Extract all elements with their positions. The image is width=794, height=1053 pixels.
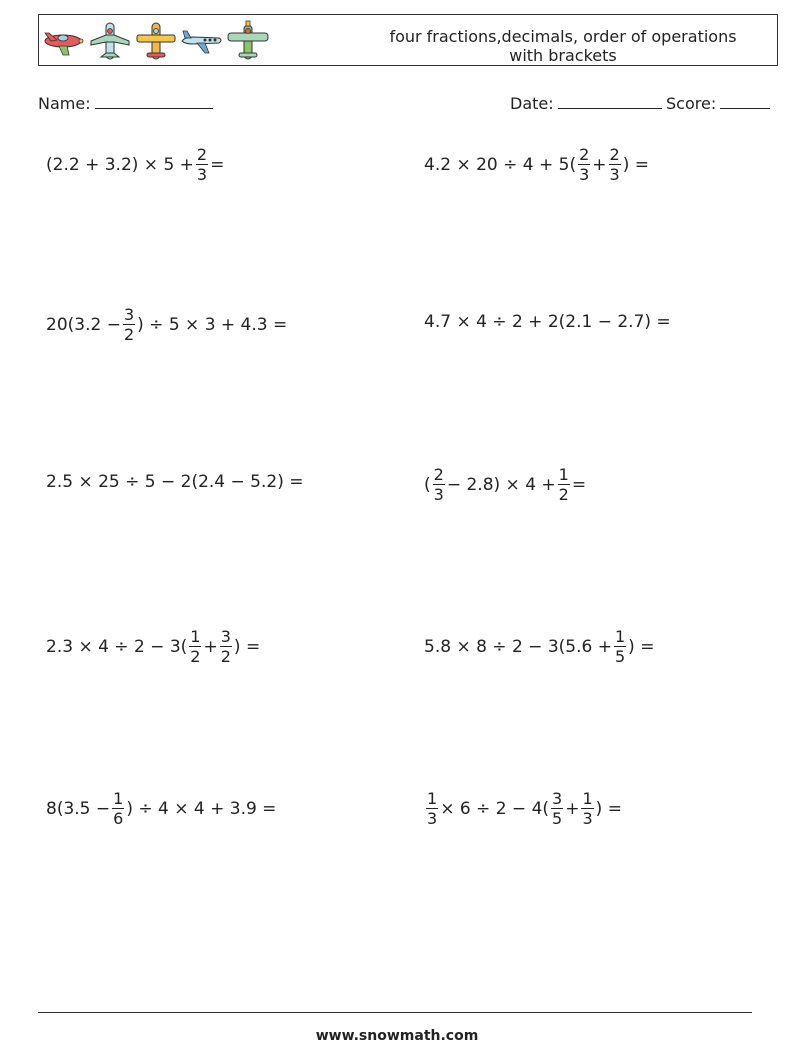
problem-text: ) = [622,154,649,175]
problem-text: 5.8 × 8 ÷ 2 − 3(5.6 + [424,636,612,657]
worksheet-title [363,27,763,65]
numerator: 1 [558,465,569,484]
problem-text: ) ÷ 5 × 3 + 4.3 = [137,314,288,335]
problem-text: − 2.8) × 4 + [446,474,556,495]
denominator: 3 [427,809,438,828]
numerator: 2 [433,465,444,484]
problem-text: 8(3.5 − [46,798,111,819]
fraction [112,790,124,827]
fraction [581,790,593,827]
score-field [666,93,770,113]
problem-text: + [592,154,607,175]
problem-6 [424,466,586,503]
numerator: 3 [220,627,231,646]
footer-divider [38,1012,752,1013]
fraction [220,628,232,665]
denominator: 2 [558,485,569,504]
problem-text: + [565,798,580,819]
problem-text: 20(3.2 − [46,314,121,335]
numerator: 1 [427,789,438,808]
fraction [578,146,590,183]
problem-5 [46,472,304,492]
blue-plane-icon [87,19,133,63]
green-plane-icon [225,19,271,63]
fraction [123,306,135,343]
problem-text: ) = [628,636,655,657]
denominator: 3 [582,809,593,828]
problem-text: ) ÷ 4 × 4 + 3.9 = [126,798,277,819]
footer-site[interactable]: www.snowmath.com [315,1028,479,1044]
name-label: Name: [38,94,91,113]
problem-7 [46,628,260,665]
fraction [551,790,563,827]
problem-text: ( [424,474,431,495]
problem-text: (2.2 + 3.2) × 5 + [46,154,194,175]
worksheet-header [38,14,778,66]
fraction [196,146,208,183]
problem-text: ) = [595,798,622,819]
denominator: 2 [220,647,231,666]
fraction [558,466,570,503]
fraction [426,790,438,827]
denominator: 2 [123,325,135,344]
denominator: 6 [113,809,124,828]
fraction [189,628,201,665]
problem-3 [46,306,287,343]
problem-9 [46,790,276,827]
problem-8 [424,628,654,665]
plane-icons [41,19,271,63]
date-label: Date: [510,94,554,113]
problem-10 [424,790,622,827]
problem-2 [424,146,649,183]
problem-text: × 6 ÷ 2 − 4( [440,798,550,819]
problem-text: ) = [233,636,261,657]
problem-text: + [203,636,218,657]
numerator: 1 [582,789,593,808]
numerator: 2 [196,145,208,164]
problem-text: 4.7 × 4 ÷ 2 + 2(2.1 − 2.7) = [424,312,671,332]
denominator: 3 [433,485,444,504]
title-line-1: four fractions,decimals, order of operations [389,27,737,46]
problem-4 [424,312,671,332]
problem-text: = [571,474,587,495]
name-field [38,93,213,113]
denominator: 3 [609,165,620,184]
numerator: 2 [609,145,620,164]
fraction [433,466,445,503]
numerator: 1 [190,627,201,646]
numerator: 3 [552,789,563,808]
numerator: 3 [123,305,135,324]
numerator: 1 [614,627,626,646]
score-label: Score: [666,94,717,113]
denominator: 5 [614,647,626,666]
denominator: 2 [190,647,201,666]
problem-text: = [210,154,225,175]
numerator: 1 [113,789,124,808]
date-field [510,93,662,113]
title-line-2: with brackets [509,46,617,65]
date-blank[interactable] [558,93,662,109]
red-plane-icon [41,19,87,63]
score-blank[interactable] [720,93,770,109]
problem-text: 4.2 × 20 ÷ 4 + 5( [424,154,577,175]
name-blank[interactable] [95,93,213,109]
denominator: 3 [196,165,208,184]
denominator: 5 [552,809,563,828]
orange-plane-icon [133,19,179,63]
numerator: 2 [579,145,590,164]
denominator: 3 [579,165,590,184]
problem-1 [46,146,224,183]
fraction [614,628,626,665]
jet-plane-icon [179,19,225,63]
fraction [609,146,621,183]
problem-text: 2.5 × 25 ÷ 5 − 2(2.4 − 5.2) = [46,472,304,492]
problem-text: 2.3 × 4 ÷ 2 − 3( [46,636,188,657]
